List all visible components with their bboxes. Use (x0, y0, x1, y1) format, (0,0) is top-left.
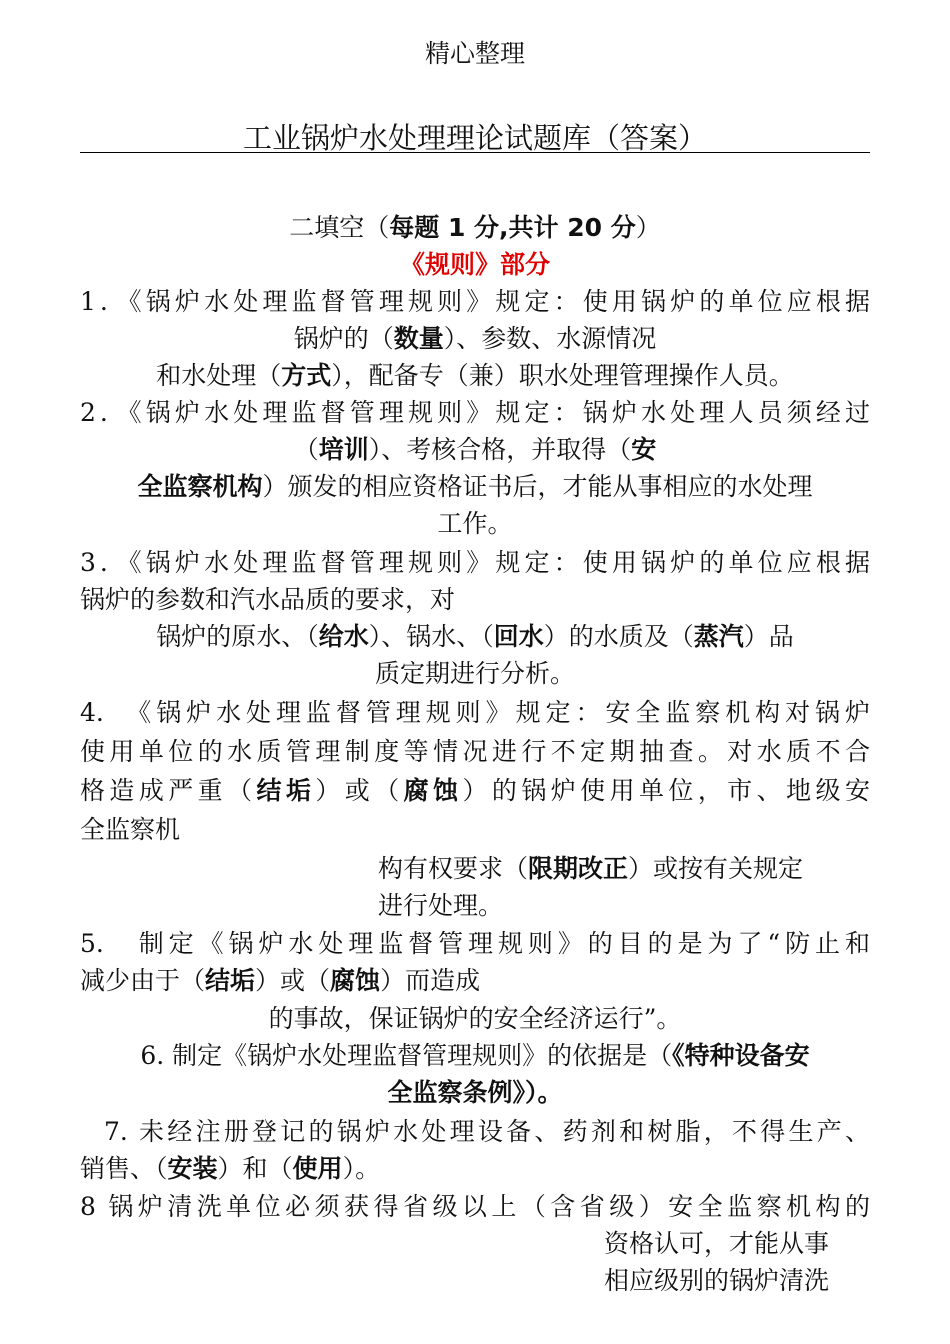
q1-line3 (80, 361, 870, 391)
q4-line4: 全监察机 (80, 815, 181, 844)
q8-l1c: 的 (844, 1192, 870, 1221)
section-heading (80, 213, 870, 243)
section-score: 每题 1 分,共计 20 分 (389, 213, 636, 242)
q3-answer-steam: 蒸汽 (693, 622, 744, 651)
q1-l2c: ）、参数、水源情况 (443, 324, 657, 353)
q4-answer-deadline: 限期改正 (528, 854, 629, 883)
q3-line1: 3．《锅炉水处理监督管理规则》规定：使用锅炉的单位应根据 (80, 548, 870, 577)
q4-line6: 进行处理。 (378, 891, 504, 920)
q2-answer-agency: 全监察机构 (137, 472, 263, 501)
q5-line3: 的事故，保证锅炉的安全经济运行”。 (268, 1004, 682, 1033)
q4-answer-scaling: 结垢 (256, 776, 316, 805)
q6-line2 (80, 1078, 870, 1108)
q5-answer-scaling: 结垢 (205, 966, 256, 995)
q2-line2 (80, 435, 870, 465)
q2-l2c: ）、考核合格，并取得（ (368, 435, 632, 464)
q6-answer-regulation-part1: 《特种设备安 (672, 1041, 810, 1070)
q8-l3c: 清洗 (779, 1266, 830, 1295)
q7-l2c: ）和（ (217, 1154, 293, 1183)
q2-line1: 2．《锅炉水处理监督管理规则》规定：锅炉水处理人员须经过 (80, 398, 870, 427)
q2-l2a: （ (293, 435, 319, 464)
q8-answer-boiler: 锅炉 (729, 1266, 780, 1295)
q6-l1a: 6. 制定《锅炉水处理监督管理规则》的依据是（ (140, 1041, 673, 1070)
q6-answer-regulation-part2: 全监察条例》 (387, 1078, 525, 1107)
q2-answer-an: 安 (631, 435, 657, 464)
q5-l2a: 减少由于（ (80, 966, 206, 995)
q7-line1: 7. 未经注册登记的锅炉水处理设备、药剂和树脂，不得生产、 (104, 1117, 870, 1146)
q3-l3c: ）、锅水、（ (368, 622, 494, 651)
q1-answer-method: 方式 (281, 361, 332, 390)
q3-line4: 质定期进行分析。 (374, 659, 575, 688)
q3-l3a: 锅炉的原水、（ (156, 622, 319, 651)
q2-answer-training: 培训 (318, 435, 369, 464)
q3-l3g: ）品 (743, 622, 794, 651)
q1-l3a: 和水处理（ (156, 361, 282, 390)
q8-l3a: 相应级别的 (604, 1266, 730, 1295)
q3-line2: 锅炉的参数和汽水品质的要求，对 (80, 585, 456, 614)
q1-l2a: 锅炉的（ (293, 324, 394, 353)
q4-l5a: 构有权要求（ (378, 854, 529, 883)
q6-line1 (80, 1041, 870, 1071)
q4-l3c: ）或（ (315, 776, 404, 805)
q1-l3c: ），配备专（兼）职水处理管理操作人员。 (331, 361, 794, 390)
q4-l5c: ）或按有关规定 (628, 854, 804, 883)
q1-line1: 1．《锅炉水处理监督管理规则》规定：使用锅炉的单位应根据 (80, 287, 870, 316)
q3-line3 (80, 622, 870, 652)
q5-line1: 5. 制定《锅炉水处理监督管理规则》的目的是为了“防止和 (80, 929, 870, 958)
q5-answer-corrosion: 腐蚀 (330, 966, 381, 995)
q5-l2c: ）或（ (255, 966, 331, 995)
q3-answer-return: 回水 (493, 622, 544, 651)
q8-answer-agency: 安全监察机构 (668, 1192, 845, 1221)
q3-answer-feedwater: 给水 (318, 622, 369, 651)
q7-answer-use: 使用 (292, 1154, 343, 1183)
q3-l3e: ）的水质及（ (543, 622, 694, 651)
q6-l2b: ）。 (525, 1078, 563, 1107)
section-suffix: ） (635, 213, 661, 242)
q4-line3 (80, 776, 870, 806)
document-title: 工业锅炉水处理理论试题库（答案） (242, 121, 707, 155)
q4-l3a: 格造成严重（ (80, 776, 257, 805)
q4-line5 (378, 854, 803, 884)
q8-line2: 资格认可，才能从事 (604, 1229, 830, 1258)
q7-answer-install: 安装 (167, 1154, 218, 1183)
q5-line2 (80, 966, 480, 996)
q8-line1 (80, 1192, 870, 1222)
q7-l2e: ）。 (342, 1154, 381, 1183)
section-prefix: 二填空（ (289, 213, 390, 242)
q1-answer-quantity: 数量 (393, 324, 444, 353)
q4-line1: 4. 《锅炉水处理监督管理规则》规定：安全监察机构对锅炉 (80, 698, 870, 727)
q2-l3b: ）颁发的相应资格证书后，才能从事相应的水处理 (262, 472, 813, 501)
q2-line3 (80, 472, 870, 502)
section-subtitle: 《规则》部分 (399, 250, 550, 279)
q4-answer-corrosion: 腐蚀 (403, 776, 463, 805)
q8-l1a: 8 锅炉清洗单位必须获得省级以上（含省级） (80, 1192, 669, 1221)
page-header: 精心整理 (424, 39, 525, 68)
q5-l2e: ）而造成 (380, 966, 481, 995)
q8-line3 (604, 1266, 829, 1296)
q7-line2 (80, 1154, 380, 1184)
q7-l2a: 销售、（ (80, 1154, 168, 1183)
q4-l3e: ）的锅炉使用单位，市、地级安 (462, 776, 870, 805)
q2-line4: 工作。 (437, 509, 513, 538)
q1-line2 (80, 324, 870, 354)
title-underline (80, 152, 870, 153)
q4-line2: 使用单位的水质管理制度等情况进行不定期抽查。对水质不合 (80, 737, 870, 766)
